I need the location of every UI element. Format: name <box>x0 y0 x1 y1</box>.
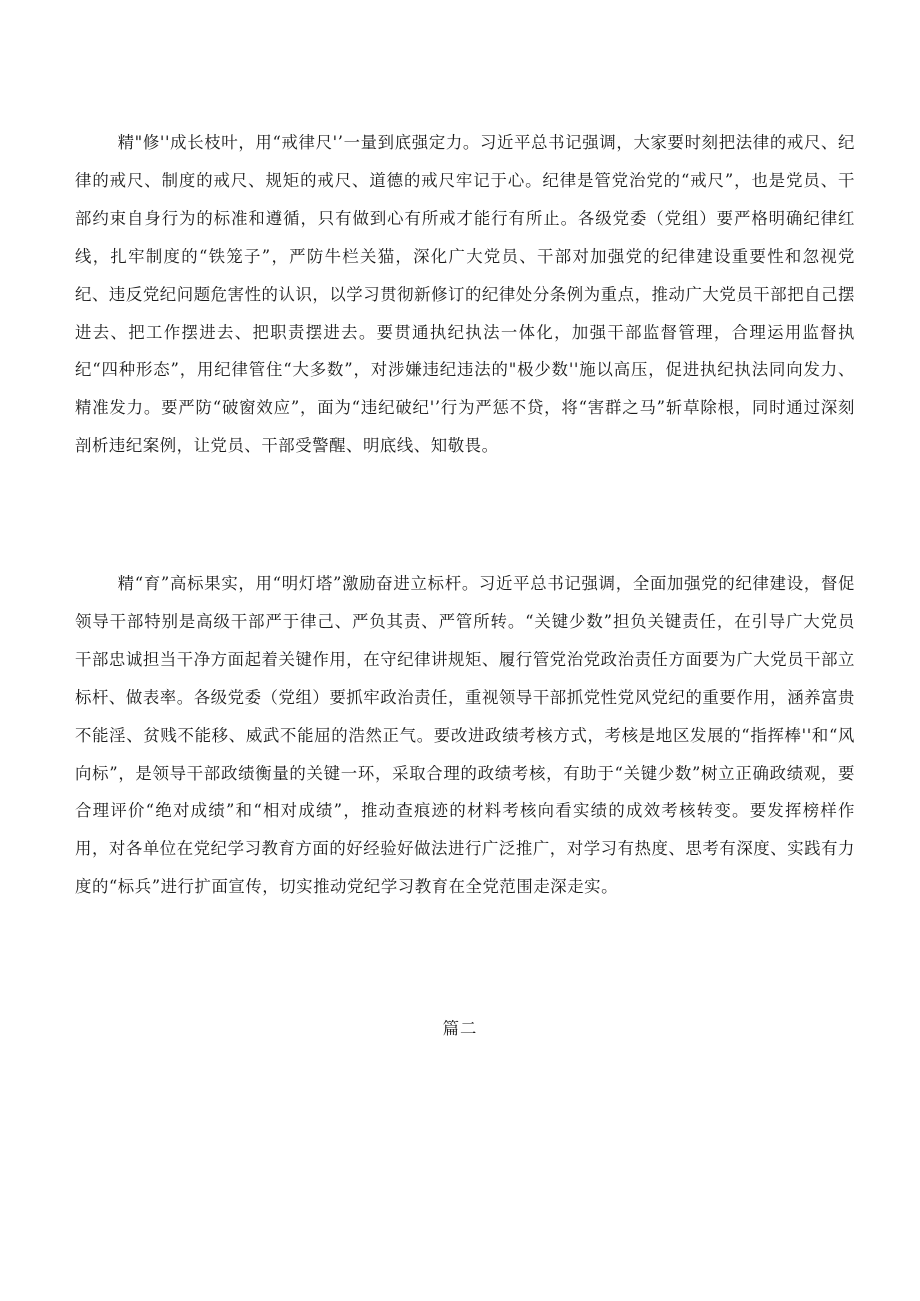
body-paragraph-2: 精“育”高标果实，用“明灯塔”激励奋进立标杆。习近平总书记强调，全面加强党的纪律建设，督促领导干部特别是高级干部严于律己、严负其责、严管所转。“关键少数”担负关键责任，在引导广大党员干部忠诚担当干净方面起着关键作用，在守纪律讲规矩、履行管党治党政治责任方面要为广大党员干部立标杆、做表率。各级党委（党组）要抓牢政治责任，重视领导干部抓党性党风党纪的重要作用，涵养富贵不能淫、贫贱不能移、威武不能屈的浩然正气。要改进政绩考核方式，考核是地区发展的“指挥棒''和“风向标”，是领导干部政绩衡量的关键一环，采取合理的政绩考核，有助于“关键少数”树立正确政绩观，要合理评价“绝对成绩”和“相对成绩”，推动查痕迹的材料考核向看实绩的成效考核转变。要发挥榜样作用，对各单位在党纪学习教育方面的好经验好做法进行广泛推广，对学习有热度、思考有深度、实践有力度的“标兵”进行扩面宣传，切实推动党纪学习教育在全党范围走深走实。 <box>75 574 855 897</box>
body-paragraph-1: 精"修''成长枝叶，用“戒律尺'’一量到底强定力。习近平总书记强调，大家要时刻把法律的戒尺、纪律的戒尺、制度的戒尺、规矩的戒尺、道德的戒尺牢记于心。纪律是管党治党的“戒尺”，也是党员、干部约束自身行为的标准和遵循，只有做到心有所戒才能行有所止。各级党委（党组）要严格明确纪律红线，扎牢制度的“铁笼子”，严防牛栏关猫，深化广大党员、干部对加强党的纪律建设重要性和忽视党纪、违反党纪问题危害性的认识，以学习贯彻新修订的纪律处分条例为重点，推动广大党员干部把自己摆进去、把工作摆进去、把职责摆进去。要贯通执纪执法一体化，加强干部监督管理，合理运用监督执纪“四种形态”，用纪律管住“大多数”，对涉嫌违纪违法的"极少数''施以高压，促进执纪执法同向发力、精准发力。要严防“破窗效应”，面为“违纪破纪'’行为严惩不贷，将“害群之马”斩草除根，同时通过深刻剖析违纪案例，让党员、干部受警醒、明底线、知敬畏。 <box>75 133 855 456</box>
section-heading: 篇二 <box>442 1019 478 1038</box>
